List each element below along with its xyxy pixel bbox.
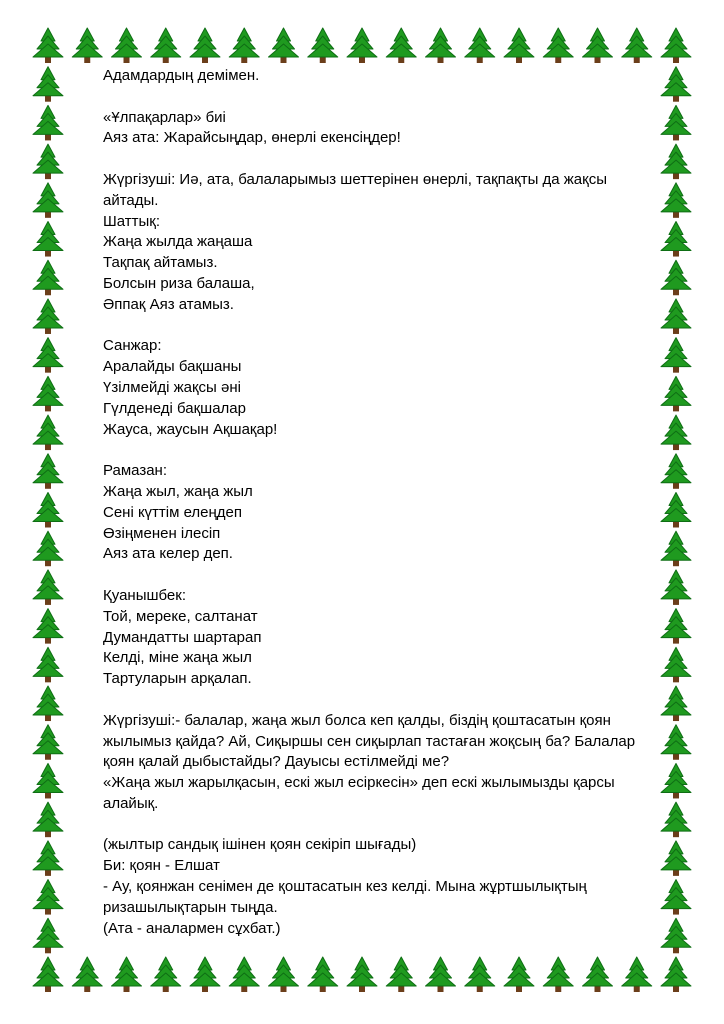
- blank-line: [103, 440, 688, 461]
- text-line: Жаңа жыл, жаңа жыл: [103, 482, 253, 500]
- christmas-tree-icon: [465, 957, 495, 992]
- christmas-tree-icon: [386, 28, 416, 63]
- christmas-tree-icon: [33, 260, 63, 295]
- christmas-tree-icon: [190, 28, 220, 63]
- christmas-tree-icon: [386, 957, 416, 992]
- text-line: Жаңа жылда жаңаша: [103, 233, 253, 251]
- christmas-tree-icon: [33, 686, 63, 721]
- christmas-tree-icon: [33, 918, 63, 953]
- christmas-tree-icon: [504, 28, 534, 63]
- text-line: Би: қоян - Елшат: [103, 857, 220, 875]
- christmas-tree-icon: [112, 28, 142, 63]
- christmas-tree-icon: [347, 957, 377, 992]
- text-line: Үзілмейді жақсы әні: [103, 378, 241, 396]
- text-line: Аяз ата: Жарайсыңдар, өнерлі екенсіңдер!: [103, 129, 401, 147]
- christmas-tree-icon: [347, 28, 377, 63]
- christmas-tree-icon: [33, 609, 63, 644]
- christmas-tree-icon: [308, 28, 338, 63]
- text-line: Аяз ата келер деп.: [103, 545, 233, 563]
- christmas-tree-icon: [33, 725, 63, 760]
- christmas-tree-icon: [269, 28, 299, 63]
- text-line: Тақпақ айтамыз.: [103, 254, 218, 272]
- christmas-tree-icon: [33, 144, 63, 179]
- blank-line: [103, 149, 688, 170]
- text-line: Гүлденеді бақшалар: [103, 399, 246, 417]
- blank-line: [103, 690, 688, 711]
- christmas-tree-icon: [269, 957, 299, 992]
- text-line: (Ата - аналармен сұхбат.): [103, 919, 281, 937]
- christmas-tree-icon: [33, 28, 63, 63]
- text-line: Аралайды бақшаны: [103, 358, 242, 376]
- christmas-tree-icon: [72, 28, 102, 63]
- text-line: ризашылықтарын тыңда.: [103, 898, 278, 916]
- christmas-tree-icon: [33, 183, 63, 218]
- christmas-tree-icon: [72, 957, 102, 992]
- text-line: Сені күттім елеңдеп: [103, 503, 243, 521]
- christmas-tree-icon: [33, 841, 63, 876]
- christmas-tree-icon: [151, 957, 181, 992]
- christmas-tree-icon: [33, 376, 63, 411]
- text-line: Той, мереке, салтанат: [103, 607, 258, 625]
- text-line: Қуанышбек:: [103, 586, 187, 604]
- christmas-tree-icon: [33, 493, 63, 528]
- text-line: Өзіңменен ілесіп: [103, 524, 221, 542]
- text-line: Болсын риза балаша,: [103, 274, 255, 292]
- christmas-tree-icon: [33, 338, 63, 373]
- christmas-tree-icon: [151, 28, 181, 63]
- christmas-tree-icon: [543, 957, 573, 992]
- text-line: Тартуларын арқалап.: [103, 670, 252, 688]
- christmas-tree-icon: [426, 28, 456, 63]
- christmas-tree-icon: [33, 880, 63, 915]
- blank-line: [103, 87, 688, 108]
- christmas-tree-icon: [190, 957, 220, 992]
- text-line: Адамдардың демімен.: [103, 67, 260, 84]
- text-line: Рамазан:: [103, 462, 168, 480]
- christmas-tree-icon: [33, 454, 63, 489]
- text-line: «Жаңа жыл жарылқасын, ескі жыл есіркесін» деп ескі жылымызды қарсы: [103, 774, 615, 792]
- christmas-tree-icon: [33, 647, 63, 682]
- christmas-tree-icon: [583, 28, 613, 63]
- christmas-tree-icon: [229, 957, 259, 992]
- christmas-tree-icon: [229, 28, 259, 63]
- christmas-tree-icon: [33, 67, 63, 102]
- text-line: Шаттық:: [103, 212, 161, 230]
- christmas-tree-icon: [504, 957, 534, 992]
- christmas-tree-icon: [308, 957, 338, 992]
- christmas-tree-icon: [583, 957, 613, 992]
- document-body: [103, 66, 688, 939]
- text-line: Жүргізуші:- балалар, жаңа жыл болса кеп қалды, біздің қоштасатын қоян: [103, 711, 611, 729]
- christmas-tree-icon: [622, 28, 652, 63]
- text-line: Жүргізуші: Иә, ата, балаларымыз шеттерінен өнерлі, тақпақты да жақсы: [103, 170, 607, 188]
- christmas-tree-icon: [33, 531, 63, 566]
- christmas-tree-icon: [661, 957, 691, 992]
- blank-line: [103, 565, 688, 586]
- christmas-tree-icon: [33, 222, 63, 257]
- text-line: - Ау, қоянжан сенімен де қоштасатын кез келді. Мына жұртшылықтың: [103, 878, 587, 896]
- text-line: Әппақ Аяз атамыз.: [103, 295, 234, 313]
- christmas-tree-icon: [622, 957, 652, 992]
- text-line: жылымыз қайда? Ай, Сиқыршы сен сиқырлап тастаған жоқсың ба? Балалар: [103, 732, 636, 750]
- christmas-tree-icon: [33, 763, 63, 798]
- christmas-tree-icon: [33, 570, 63, 605]
- text-line: Думандатты шартарап: [103, 628, 262, 646]
- text-line: (жылтыр сандық ішінен қоян секіріп шығады): [103, 836, 417, 854]
- christmas-tree-icon: [33, 802, 63, 837]
- christmas-tree-icon: [33, 105, 63, 140]
- text-line: алайық.: [103, 794, 159, 812]
- christmas-tree-icon: [33, 957, 63, 992]
- text-line: Келді, міне жаңа жыл: [103, 649, 252, 667]
- christmas-tree-icon: [112, 957, 142, 992]
- blank-line: [103, 316, 688, 337]
- text-line: Санжар:: [103, 337, 162, 355]
- christmas-tree-icon: [465, 28, 495, 63]
- christmas-tree-icon: [33, 415, 63, 450]
- christmas-tree-icon: [33, 299, 63, 334]
- text-line: Жауса, жаусын Ақшақар!: [103, 420, 278, 438]
- christmas-tree-icon: [661, 28, 691, 63]
- christmas-tree-icon: [426, 957, 456, 992]
- christmas-tree-icon: [543, 28, 573, 63]
- text-line: айтады.: [103, 191, 159, 209]
- text-line: «Ұлпақарлар» биі: [103, 108, 226, 126]
- text-line: қоян қалай дыбыстайды? Дауысы естілмейді ме?: [103, 753, 450, 771]
- blank-line: [103, 815, 688, 836]
